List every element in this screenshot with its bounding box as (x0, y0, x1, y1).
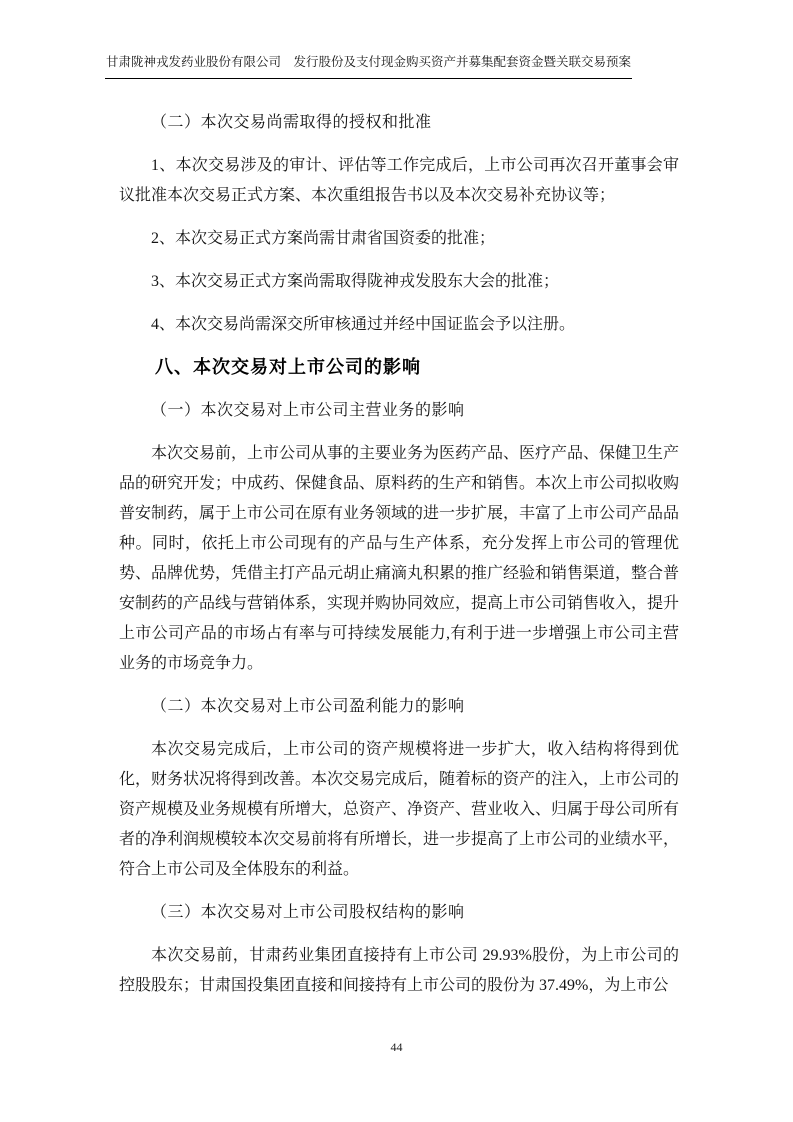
paragraph-shareholders-approval: 3、本次交易正式方案尚需取得陇神戎发股东大会的批准； (151, 273, 560, 290)
paragraph-board-approval: 1、本次交易涉及的审计、评估等工作完成后，上市公司再次召开董事会审议批准本次交易正式方案、本次重组报告书以及本次交易补充协议等； (119, 157, 679, 204)
page-number: 44 (390, 1040, 403, 1054)
page-header-title: 甘肃陇神戎发药业股份有限公司 发行股份及支付现金购买资产并募集配套资金暨关联交易预案 (105, 53, 632, 79)
subheading-equity-structure-impact: （三）本次交易对上市公司股权结构的影响 (151, 904, 465, 921)
paragraph-sasac-approval: 2、本次交易正式方案尚需甘肃省国资委的批准； (151, 230, 496, 247)
subheading-main-business-impact: （一）本次交易对上市公司主营业务的影响 (151, 402, 465, 419)
paragraph-profitability-impact: 本次交易完成后，上市公司的资产规模将进一步扩大，收入结构将得到优化，财务状况将得到改善。本次交易完成后，随着标的资产的注入，上市公司的资产规模及业务规模有所增大，总资产、净资产、营业收入、归属于母公司所有者的净利润规模较本次交易前将有所增长，进一步提高了上市公司的业绩水平，符合上市公司及全体股东的利益。 (119, 741, 680, 878)
subheading-profitability-impact: （二）本次交易对上市公司盈利能力的影响 (151, 698, 465, 715)
heading-section-eight: 八、本次交易对上市公司的影响 (155, 357, 421, 378)
page-body (119, 93, 679, 1014)
paragraph-csrc-registration: 4、本次交易尚需深交所审核通过并经中国证监会予以注册。 (151, 316, 576, 333)
paragraph-main-business-impact: 本次交易前，上市公司从事的主要业务为医药产品、医疗产品、保健卫生产品的研究开发；中成药、保健食品、原料药的生产和销售。本次上市公司拟收购普安制药，属于上市公司在原有业务领域的进一步扩展，丰富了上市公司产品品种。同时，依托上市公司现有的产品与生产体系，充分发挥上市公司的管理优势、品牌优势，凭借主打产品元胡止痛滴丸积累的推广经验和销售渠道，整合普安制药的产品线与营销体系，实现并购协同效应，提高上市公司销售收入，提升上市公司产品的市场占有率与可持续发展能力,有利于进一步增强上市公司主营业务的市场竞争力。 (119, 445, 680, 672)
paragraph-equity-structure-impact: 本次交易前，甘肃药业集团直接持有上市公司 29.93%股份，为上市公司的控股股东；甘肃国投集团直接和间接持有上市公司的股份为 37.49%，为上市公 (119, 947, 679, 994)
subheading-authorizations: （二）本次交易尚需取得的授权和批准 (151, 114, 432, 131)
